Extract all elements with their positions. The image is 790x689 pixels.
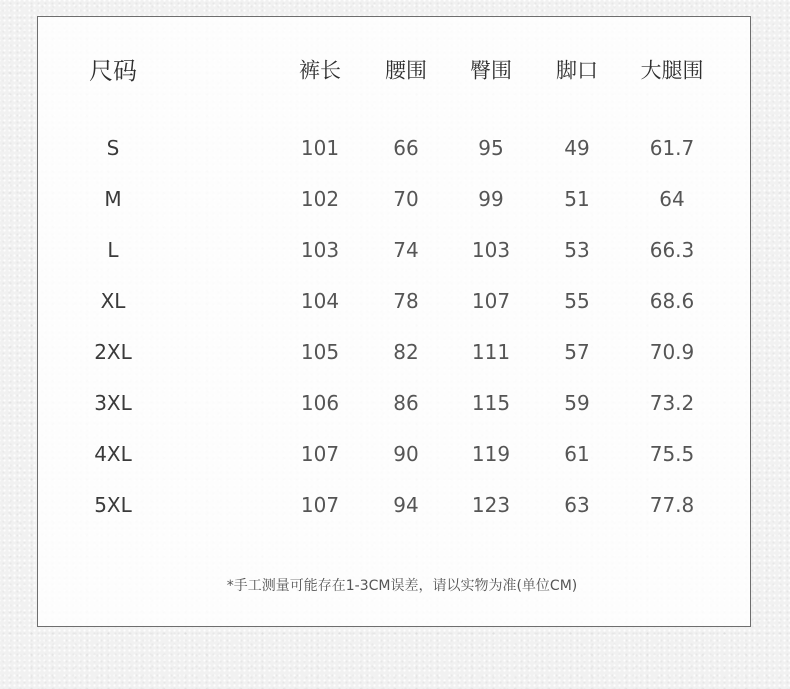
column-header-hip: 臀围 — [470, 58, 512, 83]
row-size-label: L — [107, 238, 119, 262]
table-cell-thigh: 66.3 — [649, 238, 695, 262]
column-header-size: 尺码 — [89, 57, 137, 85]
row-size-label: S — [106, 136, 120, 160]
table-cell-thigh: 73.2 — [649, 391, 695, 415]
column-header-hem: 脚口 — [556, 58, 598, 83]
table-cell-waist: 90 — [393, 442, 419, 466]
table-cell-waist: 86 — [393, 391, 419, 415]
table-cell-thigh: 70.9 — [649, 340, 695, 364]
row-size-label: 2XL — [94, 340, 132, 364]
table-cell-length: 107 — [300, 442, 340, 466]
row-size-label: 5XL — [94, 493, 132, 517]
measurement-note: *手工测量可能存在1-3CM误差，请以实物为准(单位CM) — [226, 578, 578, 594]
table-cell-thigh: 68.6 — [649, 289, 695, 313]
table-cell-hem: 59 — [564, 391, 590, 415]
table-cell-thigh: 61.7 — [649, 136, 695, 160]
table-cell-length: 101 — [300, 136, 340, 160]
row-size-label: 3XL — [94, 391, 132, 415]
table-cell-hip: 123 — [471, 493, 511, 517]
table-cell-length: 103 — [300, 238, 340, 262]
column-header-length: 裤长 — [299, 58, 341, 83]
table-cell-hem: 55 — [564, 289, 590, 313]
table-cell-hip: 115 — [471, 391, 511, 415]
table-cell-thigh: 64 — [659, 187, 685, 211]
table-cell-hip: 103 — [471, 238, 511, 262]
table-cell-hem: 61 — [564, 442, 590, 466]
table-cell-hip: 95 — [478, 136, 504, 160]
table-cell-length: 106 — [300, 391, 340, 415]
table-cell-waist: 82 — [393, 340, 419, 364]
table-cell-waist: 74 — [393, 238, 419, 262]
column-header-thigh: 大腿围 — [640, 58, 704, 83]
table-cell-waist: 94 — [393, 493, 419, 517]
table-cell-hip: 119 — [471, 442, 511, 466]
table-cell-waist: 70 — [393, 187, 419, 211]
table-cell-thigh: 77.8 — [649, 493, 695, 517]
table-cell-waist: 66 — [393, 136, 419, 160]
table-cell-length: 107 — [300, 493, 340, 517]
size-chart-panel — [37, 16, 751, 627]
row-size-label: XL — [100, 289, 126, 313]
table-cell-length: 102 — [300, 187, 340, 211]
table-cell-thigh: 75.5 — [649, 442, 695, 466]
table-cell-length: 105 — [300, 340, 340, 364]
table-cell-hem: 63 — [564, 493, 590, 517]
table-cell-waist: 78 — [393, 289, 419, 313]
table-cell-length: 104 — [300, 289, 340, 313]
table-cell-hip: 99 — [478, 187, 504, 211]
table-cell-hem: 53 — [564, 238, 590, 262]
table-cell-hem: 57 — [564, 340, 590, 364]
table-cell-hip: 111 — [471, 340, 511, 364]
row-size-label: M — [104, 187, 122, 211]
table-cell-hip: 107 — [471, 289, 511, 313]
table-cell-hem: 49 — [564, 136, 590, 160]
row-size-label: 4XL — [94, 442, 132, 466]
table-cell-hem: 51 — [564, 187, 590, 211]
column-header-waist: 腰围 — [385, 58, 427, 83]
